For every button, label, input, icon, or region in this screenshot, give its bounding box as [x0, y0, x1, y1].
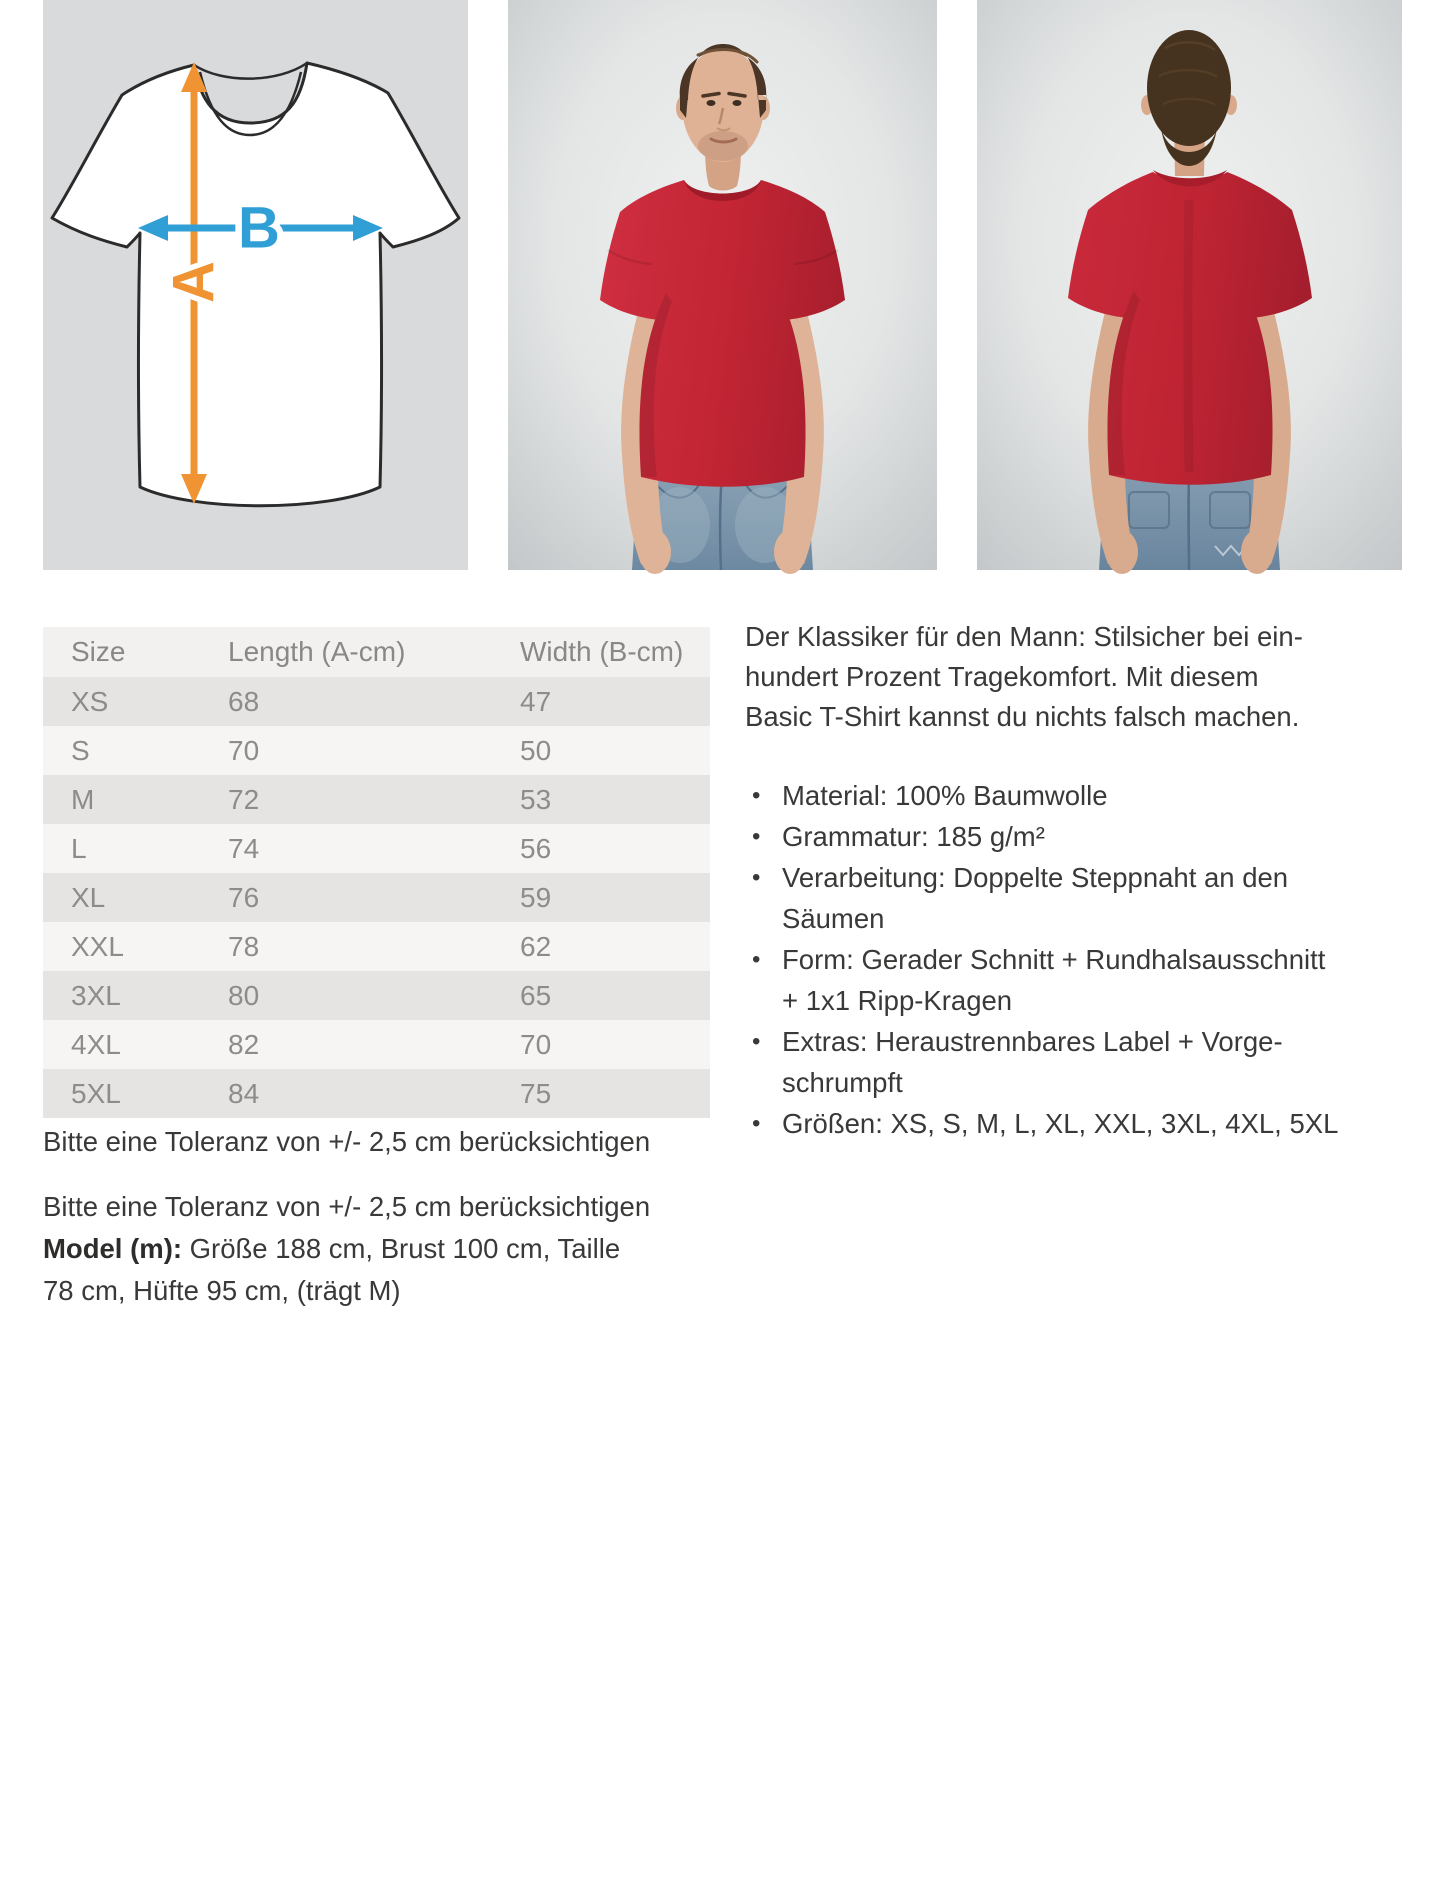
- length-cell: 70: [228, 734, 260, 766]
- size-cell: XXL: [71, 930, 124, 962]
- list-item-continuation: [745, 980, 1405, 1021]
- bullet-icon: •: [752, 782, 761, 809]
- list-item: [745, 775, 1405, 816]
- width-cell: 75: [520, 1077, 552, 1109]
- length-cell: 68: [228, 685, 260, 717]
- table-row: [43, 824, 710, 873]
- feature-text: + 1x1 Ripp-Kragen: [782, 985, 1013, 1016]
- diagram-label-a: A: [161, 261, 227, 303]
- feature-text: schrumpft: [782, 1067, 903, 1098]
- table-row: [43, 873, 710, 922]
- width-cell: 59: [520, 881, 552, 913]
- list-item: [745, 816, 1405, 857]
- tshirt-measurement-diagram: [43, 0, 468, 570]
- collar-back-line: [194, 63, 307, 79]
- table-row: [43, 971, 710, 1020]
- description-line: Der Klassiker für den Mann: Stilsicher bei ein-: [745, 621, 1303, 652]
- bullet-spacer: [745, 1062, 782, 1103]
- feature-text: Form: Gerader Schnitt + Rundhalsausschnitt: [782, 944, 1326, 975]
- product-feature-list: [745, 775, 1405, 1144]
- width-cell: 56: [520, 832, 552, 864]
- bullet-spacer: [745, 898, 782, 939]
- list-item: [745, 857, 1405, 898]
- feature-text: Säumen: [782, 903, 885, 934]
- description-line: hundert Prozent Tragekomfort. Mit diesem: [745, 661, 1259, 692]
- bullet-icon: •: [752, 946, 761, 973]
- feature-text: Grammatur: 185 g/m²: [782, 821, 1045, 852]
- width-cell: 53: [520, 783, 552, 815]
- list-item: [745, 1021, 1405, 1062]
- length-cell: 74: [228, 832, 260, 864]
- size-table-header-row: [43, 627, 710, 677]
- model-front-illustration: [508, 0, 937, 570]
- size-cell: 5XL: [71, 1077, 121, 1109]
- header-width: Width (B-cm): [520, 636, 684, 667]
- feature-text: Extras: Heraustrennbares Label + Vorge-: [782, 1026, 1283, 1057]
- table-row: [43, 726, 710, 775]
- table-row: [43, 922, 710, 971]
- size-cell: XS: [71, 685, 109, 717]
- size-cell: XL: [71, 881, 106, 913]
- feature-text: Verarbeitung: Doppelte Steppnaht an den: [782, 862, 1289, 893]
- tolerance-note-block: [43, 1186, 703, 1312]
- length-cell: 76: [228, 881, 260, 913]
- header-size: Size: [71, 636, 126, 667]
- list-item: [745, 939, 1405, 980]
- model-note-line1: [43, 1228, 703, 1270]
- cropped-text: Bitte eine Toleranz von +/- 2,5 cm berücksichtigen: [43, 1126, 651, 1157]
- model-note-line2: 78 cm, Hüfte 95 cm, (trägt M): [43, 1275, 401, 1306]
- model-front-photo: [508, 0, 937, 570]
- size-cell: S: [71, 734, 90, 766]
- model-back-illustration: [977, 0, 1402, 570]
- length-cell: 84: [228, 1077, 260, 1109]
- bullet-spacer: [745, 980, 782, 1021]
- table-row: [43, 775, 710, 824]
- size-cell: M: [71, 783, 95, 815]
- tolerance-note: Bitte eine Toleranz von +/- 2,5 cm berücksichtigen: [43, 1191, 651, 1222]
- bullet-icon: •: [752, 1028, 761, 1055]
- cropped-text-artifact: [43, 1126, 663, 1157]
- list-item-continuation: [745, 898, 1405, 939]
- width-cell: 65: [520, 979, 552, 1011]
- list-item: [745, 1103, 1405, 1144]
- length-cell: 78: [228, 930, 260, 962]
- model-note-label: Model (m):: [43, 1233, 183, 1264]
- list-item-continuation: [745, 1062, 1405, 1103]
- model-note-rest: Größe 188 cm, Brust 100 cm, Taille: [189, 1233, 621, 1264]
- size-cell: 3XL: [71, 979, 121, 1011]
- table-row: [43, 1069, 710, 1118]
- size-cell: 4XL: [71, 1028, 121, 1060]
- tshirt-outline: [52, 63, 459, 506]
- width-cell: 62: [520, 930, 552, 962]
- feature-text: Material: 100% Baumwolle: [782, 780, 1108, 811]
- size-table: [43, 627, 710, 1118]
- feature-text: Größen: XS, S, M, L, XL, XXL, 3XL, 4XL, 5XL: [782, 1108, 1339, 1139]
- width-cell: 50: [520, 734, 552, 766]
- description-line: Basic T-Shirt kannst du nichts falsch machen.: [745, 701, 1300, 732]
- size-cell: L: [71, 832, 87, 864]
- table-row: [43, 1020, 710, 1069]
- diagram-label-b: B: [238, 195, 280, 261]
- bullet-icon: •: [752, 864, 761, 891]
- width-cell: 70: [520, 1028, 552, 1060]
- size-diagram-image: [43, 0, 468, 570]
- length-cell: 80: [228, 979, 260, 1011]
- bullet-icon: •: [752, 1110, 761, 1137]
- table-row: [43, 677, 710, 726]
- model-back-photo: [977, 0, 1402, 570]
- header-length: Length (A-cm): [228, 636, 406, 667]
- bullet-icon: •: [752, 823, 761, 850]
- length-cell: 72: [228, 783, 260, 815]
- product-description-paragraph: [745, 617, 1385, 737]
- width-cell: 47: [520, 685, 552, 717]
- length-cell: 82: [228, 1028, 260, 1060]
